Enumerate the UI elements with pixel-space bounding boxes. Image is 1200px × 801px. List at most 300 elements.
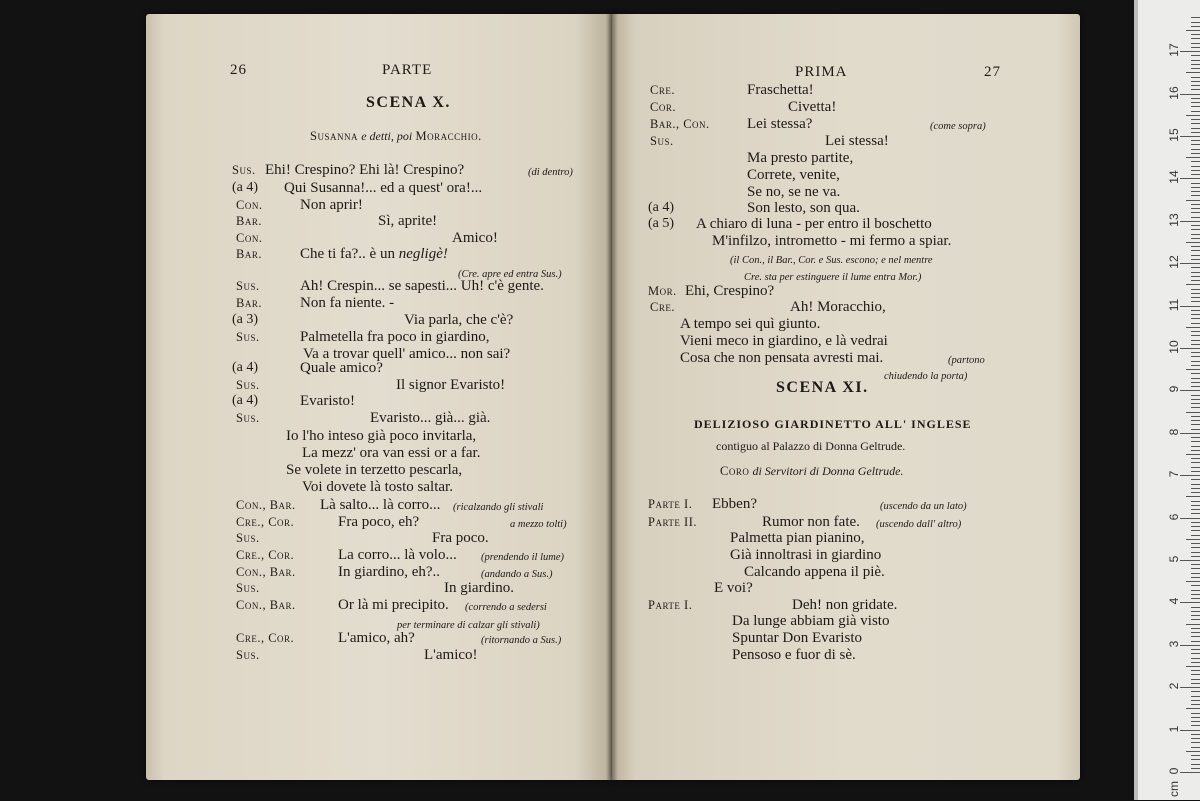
characters-connector: e detti, poi: [361, 129, 413, 143]
ruler-tick: [1191, 38, 1200, 39]
speaker-label: Sus.: [236, 378, 260, 392]
verse-line: Spuntar Don Evaristo: [732, 630, 862, 646]
ruler-tick: [1186, 115, 1200, 116]
ruler-tick: [1191, 662, 1200, 663]
scene-x-title: SCENA X.: [366, 94, 451, 111]
ruler-tick: [1191, 679, 1200, 680]
speaker-label: Sus.: [236, 648, 260, 662]
verse-line: Ah! Moracchio,: [790, 299, 886, 315]
ruler-tick: [1191, 467, 1200, 468]
verse-line: Il signor Evaristo!: [396, 377, 506, 393]
ruler-label: 10: [1167, 340, 1181, 354]
speaker-label: Sus.: [236, 531, 260, 545]
ruler-tick: [1191, 174, 1200, 175]
ruler-tick: [1180, 687, 1200, 688]
speaker-label: Mor.: [648, 284, 677, 298]
ruler-tick: [1191, 123, 1200, 124]
ruler-tick: [1191, 713, 1200, 714]
ruler-tick: [1191, 636, 1200, 637]
verse-line: Se volete in terzetto pescarla,: [286, 462, 463, 478]
ruler-tick: [1191, 658, 1200, 659]
verse-line: Ah! Crespin... se sapesti... Uh! c'è gente.: [300, 278, 544, 294]
ruler-label: 6: [1167, 513, 1181, 520]
ruler-tick: [1191, 246, 1200, 247]
verse-line: Lei stessa?: [747, 116, 813, 132]
ruler-label: 4: [1167, 598, 1181, 605]
ruler-tick: [1191, 204, 1200, 205]
ruler-tick: [1191, 81, 1200, 82]
ruler-tick: [1191, 89, 1200, 90]
ruler-tick: [1191, 183, 1200, 184]
verse-line: Vieni meco in giardino, e là vedrai: [680, 333, 888, 349]
ruler-tick: [1191, 492, 1200, 493]
speaker-label: Sus.: [236, 411, 260, 425]
ruler-tick: [1191, 34, 1200, 35]
ruler-tick: [1191, 340, 1200, 341]
ruler-tick: [1180, 348, 1200, 349]
ruler-tick: [1180, 602, 1200, 603]
ruler-tick: [1186, 242, 1200, 243]
stage-direction: (correndo a sedersi: [465, 602, 547, 613]
ruler-tick: [1186, 581, 1200, 582]
ruler-tick: [1186, 72, 1200, 73]
verse-line: Or là mi precipito.: [338, 597, 449, 613]
ruler-label: 14: [1167, 170, 1181, 185]
verse-line: M'infilzo, intrometto - mi fermo a spiar.: [712, 233, 952, 249]
ruler-tick: [1191, 407, 1200, 408]
ruler-tick: [1191, 22, 1200, 23]
verse-line: Fra poco, eh?: [338, 514, 420, 530]
ruler-tick: [1191, 77, 1200, 78]
ruler-tick: [1191, 297, 1200, 298]
stage-direction: (andando a Sus.): [481, 569, 553, 580]
ruler-tick: [1191, 68, 1200, 69]
ruler-tick: [1191, 594, 1200, 595]
verse-line: Deh! non gridate.: [792, 597, 898, 613]
speaker-label: Cre., Cor.: [236, 631, 295, 645]
ruler-tick: [1191, 149, 1200, 150]
right-page-number: 27: [984, 64, 1001, 80]
ruler-tick: [1191, 615, 1200, 616]
speaker-label: Parte I.: [648, 497, 693, 511]
ruler-tick: [1186, 30, 1200, 31]
ruler-tick: [1191, 43, 1200, 44]
verse-line: Sì, aprite!: [378, 213, 438, 229]
stage-direction: (partono: [948, 355, 985, 366]
ruler-tick: [1186, 454, 1200, 455]
speaker-label: Con.: [236, 198, 263, 212]
ruler-tick: [1191, 217, 1200, 218]
ruler-tick: [1191, 641, 1200, 642]
speaker-label: Sus.: [232, 163, 256, 177]
ruler-tick: [1191, 556, 1200, 557]
verse-line: Rumor non fate.: [762, 514, 860, 530]
stage-direction: (Cre. apre ed entra Sus.): [458, 269, 562, 280]
ruler-tick: [1191, 331, 1200, 332]
ruler-tick: [1191, 670, 1200, 671]
ruler-tick: [1180, 221, 1200, 222]
ruler-tick: [1191, 471, 1200, 472]
ruler-tick: [1191, 573, 1200, 574]
speaker-label: Sus.: [650, 134, 674, 148]
ruler-tick: [1191, 734, 1200, 735]
ruler-tick: [1191, 208, 1200, 209]
verse-line: Quale amico?: [300, 360, 383, 376]
scene-xi-title: SCENA XI.: [776, 379, 869, 396]
ruler-tick: [1186, 539, 1200, 540]
ruler-tick: [1191, 501, 1200, 502]
ruler-tick: [1191, 26, 1200, 27]
ruler-tick: [1186, 200, 1200, 201]
ruler-tick: [1191, 140, 1200, 141]
ruler-tick: [1191, 598, 1200, 599]
speaker-label: Con., Bar.: [236, 598, 296, 612]
ruler-tick: [1191, 293, 1200, 294]
ruler-tick: [1191, 361, 1200, 362]
ruler-tick: [1191, 170, 1200, 171]
speaker-label: Parte I.: [648, 598, 693, 612]
ruler-tick: [1191, 479, 1200, 480]
character-susanna: Susanna: [310, 129, 358, 143]
ruler-tick: [1191, 505, 1200, 506]
verse-line: Pensoso e fuor di sè.: [732, 647, 856, 663]
ruler-tick: [1180, 645, 1200, 646]
speaker-label: Sus.: [236, 330, 260, 344]
ruler-tick: [1191, 314, 1200, 315]
ruler-label: 2: [1167, 682, 1181, 690]
ruler-tick: [1191, 276, 1200, 277]
ruler-tick: [1191, 437, 1200, 438]
book-gutter: [606, 14, 618, 780]
ruler-tick: [1191, 352, 1200, 353]
ruler-tick: [1191, 764, 1200, 765]
speaker-label: Sus.: [236, 581, 260, 595]
ruler-tick: [1180, 178, 1200, 179]
verse-line: L'amico, ah?: [338, 630, 415, 646]
ruler-tick: [1191, 310, 1200, 311]
ruler-tick: [1191, 742, 1200, 743]
verse-line: Non aprir!: [300, 197, 363, 213]
ruler-tick: [1180, 94, 1200, 95]
ruler-tick: [1186, 751, 1200, 752]
speaker-label: (a 4): [232, 180, 259, 195]
ruler-tick: [1191, 628, 1200, 629]
verse-line: In giardino.: [444, 580, 514, 596]
ruler-tick: [1191, 386, 1200, 387]
verse-line: Qui Susanna!... ed a quest' ora!...: [284, 180, 483, 196]
ruler-tick: [1180, 730, 1200, 731]
speaker-label: (a 5): [648, 216, 675, 231]
ruler-tick: [1191, 462, 1200, 463]
ruler-tick: [1191, 382, 1200, 383]
scene-x-characters: [310, 128, 482, 144]
ruler-tick: [1191, 530, 1200, 531]
ruler-tick: [1191, 691, 1200, 692]
verse-line: Ehi! Crespino? Ehi là! Crespino?: [265, 162, 465, 178]
ruler-tick: [1191, 704, 1200, 705]
ruler-tick: [1191, 191, 1200, 192]
ruler-tick: [1191, 725, 1200, 726]
verse-line: Via parla, che c'è?: [404, 312, 514, 328]
stage-direction: (uscendo dall' altro): [876, 519, 962, 530]
ruler-label: 16: [1167, 85, 1181, 100]
ruler-tick: [1191, 289, 1200, 290]
ruler-tick: [1191, 234, 1200, 235]
ruler-tick: [1191, 335, 1200, 336]
ruler-label: 17: [1167, 43, 1181, 57]
ruler-tick: [1191, 653, 1200, 654]
ruler-tick: [1180, 263, 1200, 264]
speaker-label: Bar.: [236, 247, 262, 261]
ruler-tick: [1191, 98, 1200, 99]
ruler-tick: [1191, 543, 1200, 544]
ruler-tick: [1186, 369, 1200, 370]
ruler-unit: cm: [1167, 781, 1181, 797]
scene-setting: DELIZIOSO GIARDINETTO ALL' INGLESE: [694, 417, 972, 431]
ruler-tick: [1191, 259, 1200, 260]
ruler-tick: [1191, 450, 1200, 451]
ruler-tick: [1191, 166, 1200, 167]
ruler-tick: [1191, 674, 1200, 675]
ruler-tick: [1191, 441, 1200, 442]
ruler-tick: [1191, 420, 1200, 421]
ruler-tick: [1191, 212, 1200, 213]
ruler-tick: [1191, 509, 1200, 510]
speaker-label: Cre.: [650, 300, 675, 314]
stage-direction: (il Con., il Bar., Cor. e Sus. escono; e nel mentre: [730, 255, 933, 266]
speaker-label: Bar., Con.: [650, 117, 710, 131]
verse-line: Lei stessa!: [825, 133, 889, 149]
ruler-tick: [1191, 535, 1200, 536]
chorus-name: Coro: [720, 464, 750, 478]
stage-direction: chiudendo la porta): [884, 371, 968, 382]
ruler-tick: [1191, 17, 1200, 18]
speaker-label: Cor.: [650, 100, 676, 114]
ruler-tick: [1186, 327, 1200, 328]
verse-line: Là salto... là corro...: [320, 497, 441, 513]
ruler-label: 12: [1167, 255, 1181, 269]
stage-direction: (di dentro): [528, 167, 573, 178]
verse-line: A tempo sei quì giunto.: [680, 316, 821, 332]
ruler-tick: [1191, 721, 1200, 722]
ruler-tick: [1191, 225, 1200, 226]
ruler-tick: [1191, 683, 1200, 684]
ruler-tick: [1191, 552, 1200, 553]
ruler-label: 8: [1167, 428, 1181, 436]
verse-line: Correte, venite,: [747, 167, 840, 183]
ruler-tick: [1191, 102, 1200, 103]
scene-setting-sub: contiguo al Palazzo di Donna Geltrude.: [716, 439, 906, 453]
ruler-tick: [1180, 390, 1200, 391]
ruler-tick: [1191, 144, 1200, 145]
scene-chorus: [720, 463, 903, 479]
verse-line: A chiaro di luna - per entro il boschetto: [696, 216, 932, 232]
ruler-tick: [1191, 378, 1200, 379]
ruler-tick: [1180, 772, 1200, 773]
ruler-tick: [1186, 708, 1200, 709]
ruler-tick: [1186, 284, 1200, 285]
ruler-tick: [1191, 47, 1200, 48]
verse-line: La corro... là volo...: [338, 547, 457, 563]
ruler-tick: [1191, 446, 1200, 447]
speaker-label: Cre.: [650, 83, 675, 97]
ruler-tick: [1191, 747, 1200, 748]
ruler-tick: [1191, 60, 1200, 61]
ruler-tick: [1186, 496, 1200, 497]
ruler-tick: [1191, 717, 1200, 718]
stage-direction: (uscendo da un lato): [880, 501, 967, 512]
speaker-label: (a 3): [232, 312, 259, 327]
ruler-tick: [1191, 365, 1200, 366]
verse-line: Evaristo!: [300, 393, 355, 409]
right-running-head: PRIMA: [795, 64, 848, 80]
verse-line: Non fa niente. -: [300, 295, 395, 311]
ruler-tick: [1191, 85, 1200, 86]
ruler-label: 15: [1167, 128, 1181, 142]
ruler-tick: [1191, 195, 1200, 196]
ruler-tick: [1186, 412, 1200, 413]
verse-line: Va a trovar quell' amico... non sai?: [303, 346, 511, 362]
ruler-tick: [1191, 318, 1200, 319]
ruler-label: 1: [1167, 725, 1181, 732]
ruler-tick: [1191, 187, 1200, 188]
speaker-label: Sus.: [236, 279, 260, 293]
ruler-label: 0: [1167, 767, 1181, 775]
verse-line: In giardino, eh?..: [338, 564, 441, 580]
stage-direction: a mezzo tolti): [510, 519, 567, 530]
verse-line: Palmetta pian pianino,: [730, 530, 865, 546]
ruler-label: 11: [1167, 298, 1181, 311]
ruler-tick: [1191, 513, 1200, 514]
verse-line: Fra poco.: [432, 530, 489, 546]
stage-direction: per terminare di calzar gli stivali): [397, 620, 540, 631]
ruler-tick: [1191, 700, 1200, 701]
ruler-tick: [1191, 649, 1200, 650]
ruler-tick: [1180, 518, 1200, 519]
ruler-tick: [1191, 738, 1200, 739]
speaker-label: Cre., Cor.: [236, 515, 295, 529]
verse-line: Se no, se ne va.: [747, 184, 841, 200]
ruler-tick: [1191, 547, 1200, 548]
italic-word: negligè!: [394, 246, 448, 262]
ruler-tick: [1191, 607, 1200, 608]
verse-line: Calcando appena il piè.: [744, 564, 885, 580]
ruler-label: 7: [1167, 470, 1181, 478]
ruler-tick: [1191, 344, 1200, 345]
verse-line: Civetta!: [788, 99, 837, 115]
ruler-label: 3: [1167, 640, 1181, 648]
ruler-tick: [1180, 51, 1200, 52]
ruler-tick: [1191, 590, 1200, 591]
verse-line: Che ti fa?.. è un negligè!: [300, 246, 448, 262]
verse-line: Fraschetta!: [747, 82, 814, 98]
ruler-tick: [1180, 136, 1200, 137]
ruler-tick: [1191, 132, 1200, 133]
ruler-tick: [1191, 632, 1200, 633]
ruler-tick: [1191, 416, 1200, 417]
ruler-tick: [1191, 153, 1200, 154]
speaker-label: Con., Bar.: [236, 498, 296, 512]
stage-direction: (come sopra): [930, 121, 986, 132]
ruler-label: 9: [1167, 386, 1181, 393]
verse-line: Son lesto, son qua.: [747, 200, 860, 216]
ruler-tick: [1191, 564, 1200, 565]
speaker-label: Cre., Cor.: [236, 548, 295, 562]
ruler-tick: [1191, 128, 1200, 129]
ruler-tick: [1191, 55, 1200, 56]
ruler-tick: [1191, 619, 1200, 620]
verse-line: Già innoltrasi in giardino: [730, 547, 882, 563]
verse-line: Evaristo... già... già.: [370, 410, 491, 426]
ruler-tick: [1191, 768, 1200, 769]
ruler-tick: [1191, 255, 1200, 256]
speaker-label: (a 4): [232, 393, 259, 408]
ruler-tick: [1191, 424, 1200, 425]
ruler-tick: [1191, 64, 1200, 65]
ruler-tick: [1191, 568, 1200, 569]
ruler-tick: [1191, 522, 1200, 523]
ruler-tick: [1191, 272, 1200, 273]
verse-line: La mezz' ora van essi or a far.: [302, 445, 481, 461]
speaker-label: Bar.: [236, 214, 262, 228]
ruler-tick: [1180, 560, 1200, 561]
ruler-tick: [1191, 488, 1200, 489]
ruler-tick: [1191, 280, 1200, 281]
ruler-tick: [1191, 373, 1200, 374]
ruler-tick: [1191, 250, 1200, 251]
stage-direction: Cre. sta per estinguere il lume entra Mor.): [744, 272, 922, 283]
ruler-tick: [1186, 666, 1200, 667]
ruler-tick: [1191, 759, 1200, 760]
ruler-tick: [1191, 106, 1200, 107]
ruler-tick: [1191, 356, 1200, 357]
verse-line: Ehi, Crespino?: [685, 283, 775, 299]
verse-line: Da lunge abbiam già visto: [732, 613, 890, 629]
ruler-tick: [1180, 475, 1200, 476]
left-running-head: PARTE: [382, 62, 433, 78]
stage-direction: (ricalzando gli stivali: [453, 502, 544, 513]
ruler-tick: [1191, 577, 1200, 578]
speaker-label: Bar.: [236, 296, 262, 310]
ruler-tick: [1191, 403, 1200, 404]
ruler-tick: [1191, 585, 1200, 586]
ruler-tick: [1191, 267, 1200, 268]
verse-line: Ma presto partite,: [747, 150, 854, 166]
ruler-tick: [1191, 611, 1200, 612]
left-page-number: 26: [230, 62, 247, 78]
ruler-tick: [1191, 395, 1200, 396]
character-moracchio: Moracchio.: [415, 129, 482, 143]
speaker-label: (a 4): [648, 200, 675, 215]
chorus-rest: di Servitori di Donna Geltrude.: [752, 464, 904, 478]
speaker-label: Con.: [236, 231, 263, 245]
verse-line: Palmetella fra poco in giardino,: [300, 329, 490, 345]
ruler-tick: [1186, 624, 1200, 625]
ruler-tick: [1191, 458, 1200, 459]
speaker-label: (a 4): [232, 360, 259, 375]
ruler-tick: [1191, 111, 1200, 112]
ruler-tick: [1191, 301, 1200, 302]
ruler-tick: [1191, 526, 1200, 527]
ruler-tick: [1191, 229, 1200, 230]
ruler-tick: [1191, 161, 1200, 162]
verse-line: Amico!: [452, 230, 498, 246]
ruler-tick: [1191, 696, 1200, 697]
stage-direction: (prendendo il lume): [481, 552, 565, 563]
speaker-label: Con., Bar.: [236, 565, 296, 579]
verse-line: Cosa che non pensata avresti mai.: [680, 350, 884, 366]
ruler-label: 13: [1167, 213, 1181, 227]
